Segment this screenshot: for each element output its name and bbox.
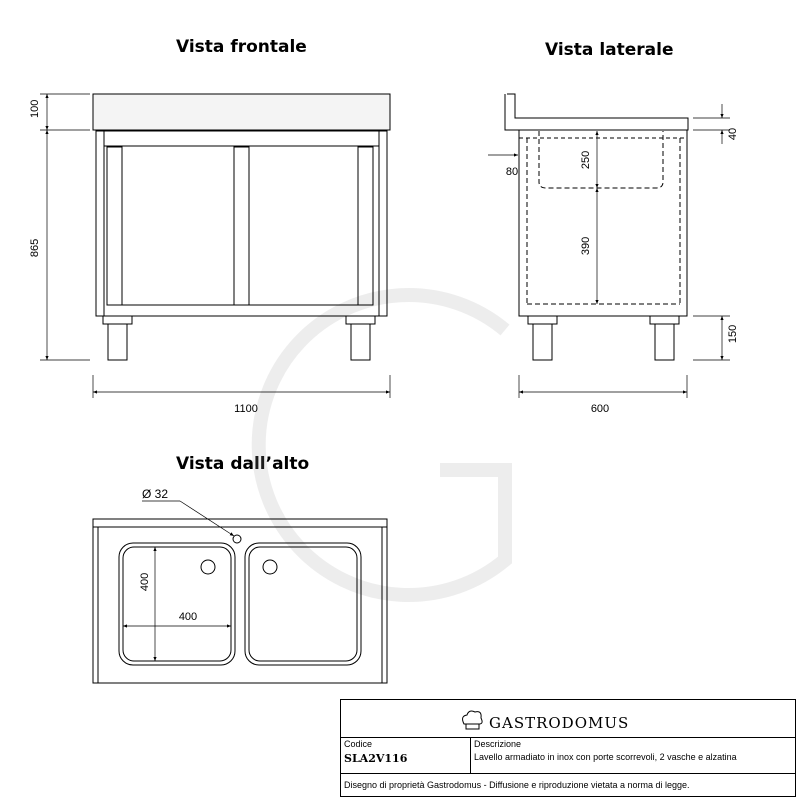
title-block-logo [341, 700, 795, 738]
front-door-left [107, 147, 122, 305]
front-leg-left-foot [108, 324, 127, 360]
top-view-title: Vista dall’alto [176, 454, 310, 474]
side-view [505, 94, 688, 360]
front-dimensions [40, 94, 390, 398]
code-label: Codice [344, 739, 373, 749]
front-leg-right-foot [351, 324, 370, 360]
side-dimensions [488, 104, 730, 398]
side-view-title: Vista laterale [545, 40, 674, 60]
drain-right [263, 560, 277, 574]
dim-basin-depth: 400 [139, 572, 151, 592]
basin-left [119, 543, 235, 665]
dim-side-basin-depth: 250 [580, 150, 592, 170]
tap-hole [233, 535, 241, 543]
front-door-right [358, 147, 373, 305]
brand-name: GASTRODOMUS [489, 714, 630, 732]
dim-front-backsplash: 100 [29, 99, 41, 118]
dim-side-legs: 150 [727, 324, 739, 344]
front-cabinet [96, 131, 387, 316]
front-leg-right [346, 316, 375, 324]
top-view [93, 519, 387, 683]
dim-drain-diameter: Ø 32 [142, 487, 169, 501]
front-leg-left [103, 316, 132, 324]
dim-front-height: 865 [29, 238, 41, 258]
side-leg-right [650, 316, 679, 324]
dim-side-offset: 80 [505, 166, 519, 178]
dim-side-cabinet-inner: 390 [580, 236, 592, 256]
title-block [340, 699, 796, 797]
basin-right [245, 543, 361, 665]
drain-left [201, 560, 215, 574]
side-basin [539, 131, 663, 188]
dim-front-width: 1100 [234, 403, 258, 415]
description-value: Lavello armadiato in inox con porte scorrevoli, 2 vasche e alzatina [474, 752, 737, 762]
basin-right-inner [249, 547, 357, 661]
ownership-notice: Disegno di proprietà Gastrodomus - Diffusione e riproduzione vietata a norma di legge. [344, 780, 690, 790]
side-leg-right-foot [655, 324, 674, 360]
title-block-description [471, 738, 795, 774]
front-backsplash [93, 94, 390, 130]
dim-basin-width: 400 [178, 611, 198, 623]
title-block-code [341, 738, 471, 774]
front-door-center [234, 147, 249, 305]
dim-side-backsplash: 40 [727, 127, 739, 141]
side-cabinet [519, 130, 687, 316]
dim-side-depth: 600 [590, 403, 610, 415]
front-view-title: Vista frontale [176, 37, 307, 57]
chef-hat-logo-icon [459, 708, 485, 732]
side-leg-left-foot [533, 324, 552, 360]
description-label: Descrizione [474, 739, 522, 749]
code-value: SLA2V116 [344, 752, 408, 765]
top-outline [93, 519, 387, 683]
side-leg-left [528, 316, 557, 324]
front-view [93, 94, 390, 360]
side-backsplash [505, 94, 688, 130]
